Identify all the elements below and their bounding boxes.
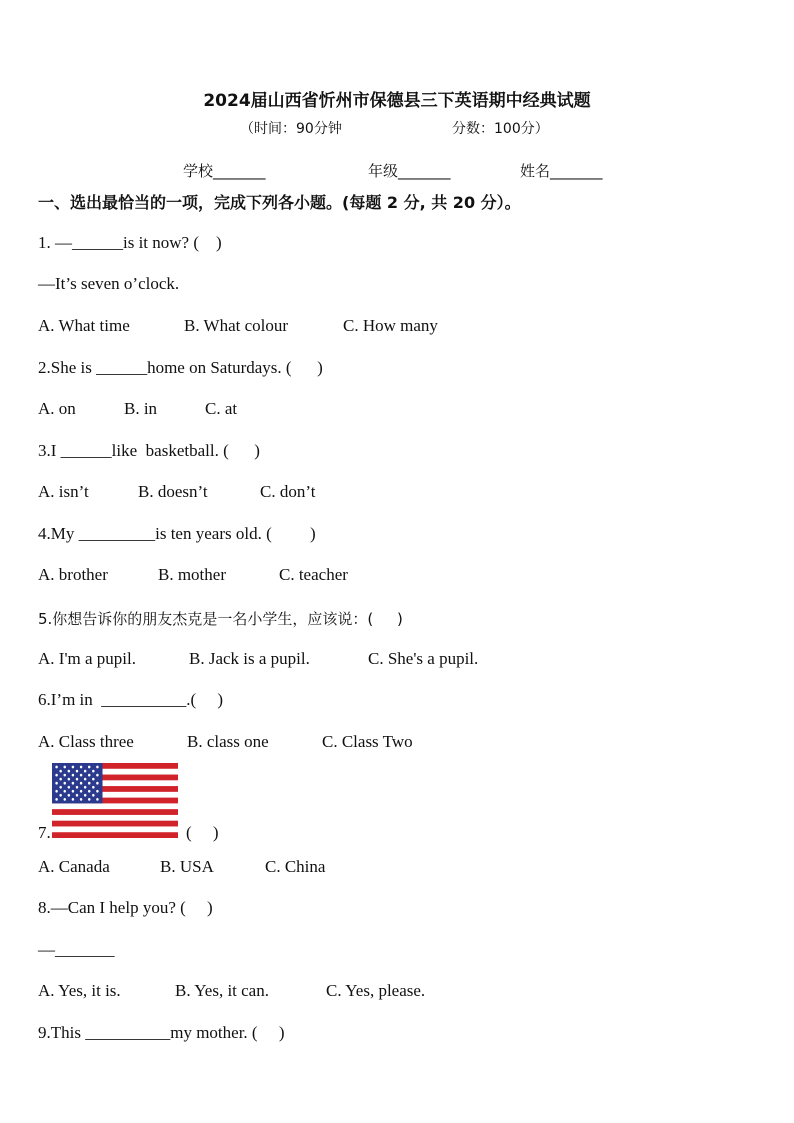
option-c: C. at	[205, 399, 238, 418]
option-a: A. Yes, it is.	[38, 981, 121, 1000]
option-a: A. I'm a pupil.	[38, 649, 136, 668]
option-b: B. in	[124, 399, 158, 418]
question-stem: 7.	[38, 823, 51, 842]
question-stem: 6.I’m in __________.( )	[38, 690, 224, 709]
question-stem: 9.This __________my mother. ( )	[38, 1023, 285, 1042]
grade-field: 年级_______	[368, 162, 451, 180]
option-c: C. Yes, please.	[326, 981, 426, 1000]
question-stem: 5.你想告诉你的朋友杰克是一名小学生，应该说：( )	[38, 610, 403, 628]
option-b: B. Jack is a pupil.	[189, 649, 310, 668]
school-field: 学校_______	[183, 162, 266, 180]
option-b: B. What colour	[184, 316, 289, 335]
us-flag-icon	[52, 763, 178, 838]
name-field: 姓名_______	[520, 162, 603, 180]
option-a: A. Class three	[38, 732, 134, 751]
question-stem: 8.—Can I help you? ( )	[38, 898, 213, 917]
option-a: A. on	[38, 399, 76, 418]
answer-bracket: ( )	[186, 823, 219, 842]
question-dialog-line: —It’s seven o’clock.	[38, 274, 180, 293]
question-stem: 1. —______is it now? ( )	[38, 233, 222, 252]
option-c: C. Class Two	[322, 732, 413, 751]
score-label: 分数：100分）	[452, 121, 549, 137]
option-b: B. class one	[187, 732, 269, 751]
option-a: A. What time	[38, 316, 130, 335]
option-c: C. She's a pupil.	[368, 649, 479, 668]
option-c: C. teacher	[279, 565, 348, 584]
time-label: （时间：90分钟	[240, 121, 342, 137]
page-title: 2024届山西省忻州市保德县三下英语期中经典试题	[203, 91, 591, 111]
section-heading: 一、选出最恰当的一项，完成下列各小题。(每题 2 分, 共 20 分）。	[38, 193, 521, 212]
option-c: C. How many	[343, 316, 438, 335]
option-c: C. don’t	[260, 482, 316, 501]
option-b: B. doesn’t	[138, 482, 208, 501]
question-stem: 4.My _________is ten years old. ( )	[38, 524, 316, 543]
option-a: A. Canada	[38, 857, 110, 876]
question-stem: 3.I ______like basketball. ( )	[38, 441, 260, 460]
option-a: A. isn’t	[38, 482, 89, 501]
option-b: B. USA	[160, 857, 214, 876]
option-b: B. mother	[158, 565, 226, 584]
question-stem: 2.She is ______home on Saturdays. ( )	[38, 358, 323, 377]
option-a: A. brother	[38, 565, 108, 584]
question-dialog-line: —_______	[38, 940, 115, 959]
option-b: B. Yes, it can.	[175, 981, 269, 1000]
option-c: C. China	[265, 857, 326, 876]
